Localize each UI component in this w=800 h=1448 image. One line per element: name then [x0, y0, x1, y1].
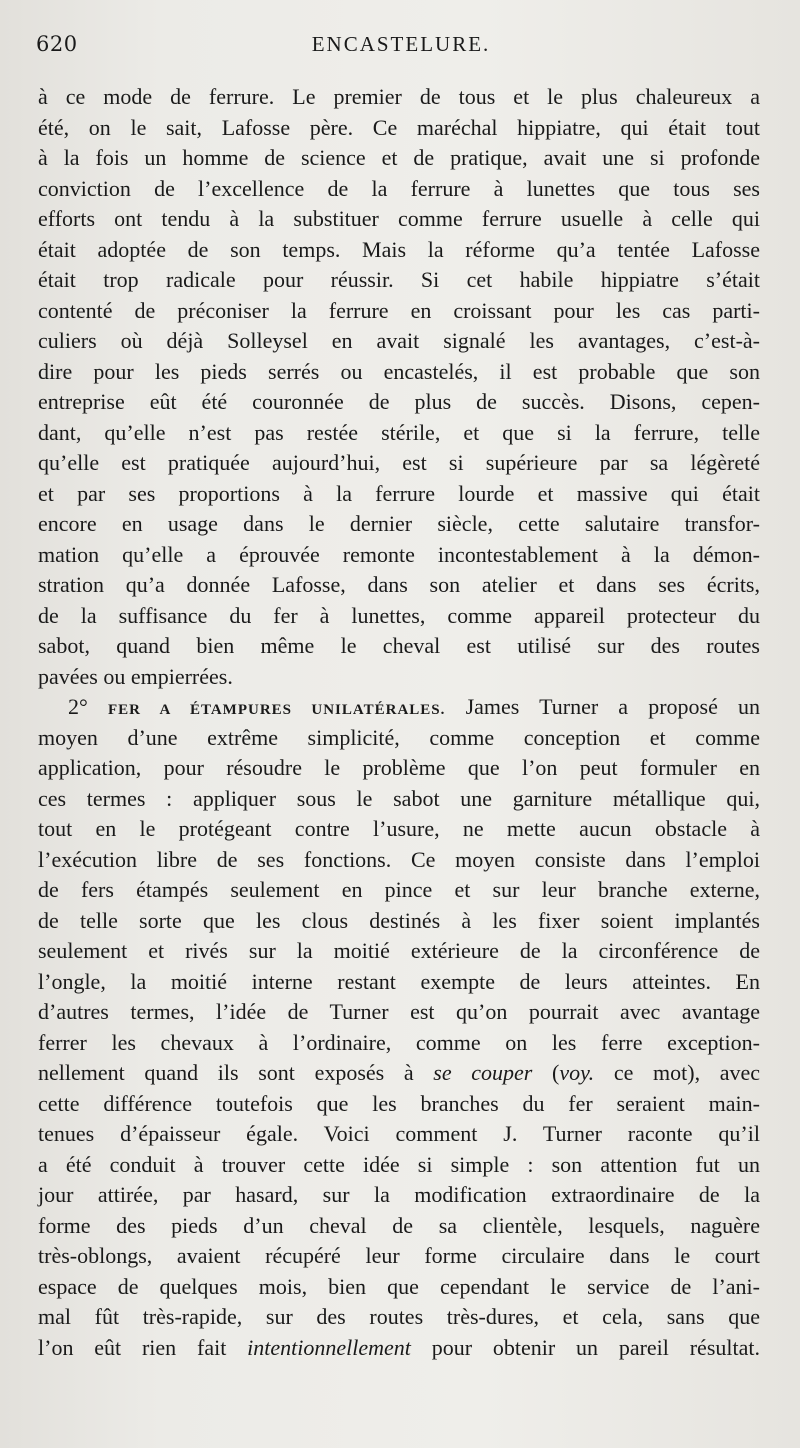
body-text	[38, 82, 760, 1363]
text-line: été, on le sait, Lafosse père. Ce maréchal hippiatre, qui était tout	[38, 114, 760, 140]
text-line: sabot, quand bien même le cheval est utilisé sur des routes	[38, 633, 760, 658]
italic-se-couper: se couper	[433, 1060, 533, 1085]
text-line: était trop radicale pour réussir. Si cet habile hippiatre s’était	[38, 267, 760, 292]
text-line: était adoptée de son temps. Mais la réforme qu’a tentée Lafosse	[38, 236, 760, 262]
text-line: cette différence toutefois que les branches du fer seraient main-	[38, 1090, 760, 1116]
text-line-last	[38, 1333, 760, 1364]
text-segment: pour obtenir un pareil résultat.	[410, 1334, 760, 1360]
text-line: pavées ou empierrées.	[38, 663, 233, 689]
text-line: efforts ont tendu à la substituer comme ferrure usuelle à celle qui	[38, 206, 760, 231]
text-segment: ce mot), avec	[594, 1060, 761, 1085]
page-number: 620	[36, 32, 78, 56]
text-line: de fers étampés seulement en pince et sur leur branche externe,	[38, 877, 760, 902]
section-heading: FER A ÉTAMPURES UNILATÉRALES.	[107, 702, 446, 718]
text-segment: (	[532, 1060, 560, 1085]
text-line: seulement et rivés sur la moitié extérieure de la circonférence de	[38, 938, 760, 963]
text-line: tout en le protégeant contre l’usure, ne mette aucun obstacle à	[38, 816, 760, 841]
italic-voy: voy.	[559, 1060, 595, 1085]
text-line: conviction de l’excellence de la ferrure à lunettes que tous ses	[38, 175, 760, 201]
text-line: a été conduit à trouver cette idée si simple : son attention fut un	[38, 1151, 760, 1177]
text-segment: l’on eût rien fait	[38, 1334, 248, 1360]
text-line: contenté de préconiser la ferrure en croissant pour les cas parti-	[38, 297, 760, 323]
italic-intentionnellement: intentionnellement	[247, 1334, 411, 1360]
text-line: tenues d’épaisseur égale. Voici comment J. Turner raconte qu’il	[38, 1121, 760, 1146]
text-line: de telle sorte que les clous destinés à les fixer soient implantés	[38, 907, 760, 933]
section-first-line: James Turner a proposé un	[465, 694, 761, 719]
text-line: application, pour résoudre le problème que l’on peut formuler en	[38, 755, 760, 780]
text-line: et par ses proportions à la ferrure lourde et massive qui était	[38, 480, 760, 506]
section-number: 2°	[68, 694, 88, 719]
text-line: dant, qu’elle n’est pas restée stérile, et que si la ferrure, telle	[38, 419, 760, 445]
text-line: ferrer les chevaux à l’ordinaire, comme on les ferre exception-	[38, 1029, 760, 1055]
text-line: dire pour les pieds serrés ou encastelés, il est probable que son	[38, 358, 760, 384]
text-line-se-couper	[38, 1058, 760, 1089]
text-line: entreprise eût été couronnée de plus de succès. Disons, cepen-	[38, 389, 760, 414]
text-line: moyen d’une extrême simplicité, comme conception et comme	[38, 724, 760, 750]
text-line: d’autres termes, l’idée de Turner est qu’on pourrait avec avantage	[38, 999, 760, 1024]
text-line: encore en usage dans le dernier siècle, cette salutaire transfor-	[38, 511, 760, 536]
text-line: ces termes : appliquer sous le sabot une garniture métallique qui,	[38, 785, 760, 811]
text-line: mation qu’elle a éprouvée remonte incontestablement à la démon-	[38, 541, 760, 567]
text-line: à la fois un homme de science et de pratique, avait une si profonde	[38, 145, 760, 170]
text-line: qu’elle est pratiquée aujourd’hui, est si supérieure par sa légèreté	[38, 450, 760, 475]
page-header	[36, 30, 766, 66]
text-line: de la suffisance du fer à lunettes, comme appareil protecteur du	[38, 602, 760, 628]
text-line: mal fût très-rapide, sur des routes très-dures, et cela, sans que	[38, 1304, 760, 1329]
running-title: ENCASTELURE.	[311, 32, 491, 56]
text-line: culiers où déjà Solleysel en avait signalé les avantages, c’est-à-	[38, 328, 760, 353]
text-line: l’exécution libre de ses fonctions. Ce moyen consiste dans l’emploi	[38, 846, 760, 872]
text-line: stration qu’a donnée Lafosse, dans son atelier et dans ses écrits,	[38, 572, 760, 597]
text-line: très-oblongs, avaient récupéré leur forme circulaire dans le court	[38, 1243, 760, 1268]
text-line: jour attirée, par hasard, sur la modification extraordinaire de la	[38, 1182, 760, 1207]
text-line: espace de quelques mois, bien que cependant le service de l’ani-	[38, 1273, 760, 1299]
text-line: l’ongle, la moitié interne restant exempte de leurs atteintes. En	[38, 968, 760, 994]
section-heading-line	[38, 692, 760, 723]
text-line: forme des pieds d’un cheval de sa clientèle, lesquels, naguère	[38, 1212, 760, 1238]
text-line: à ce mode de ferrure. Le premier de tous et le plus chaleureux a	[38, 84, 760, 109]
text-segment: nellement quand ils sont exposés à	[38, 1060, 434, 1085]
